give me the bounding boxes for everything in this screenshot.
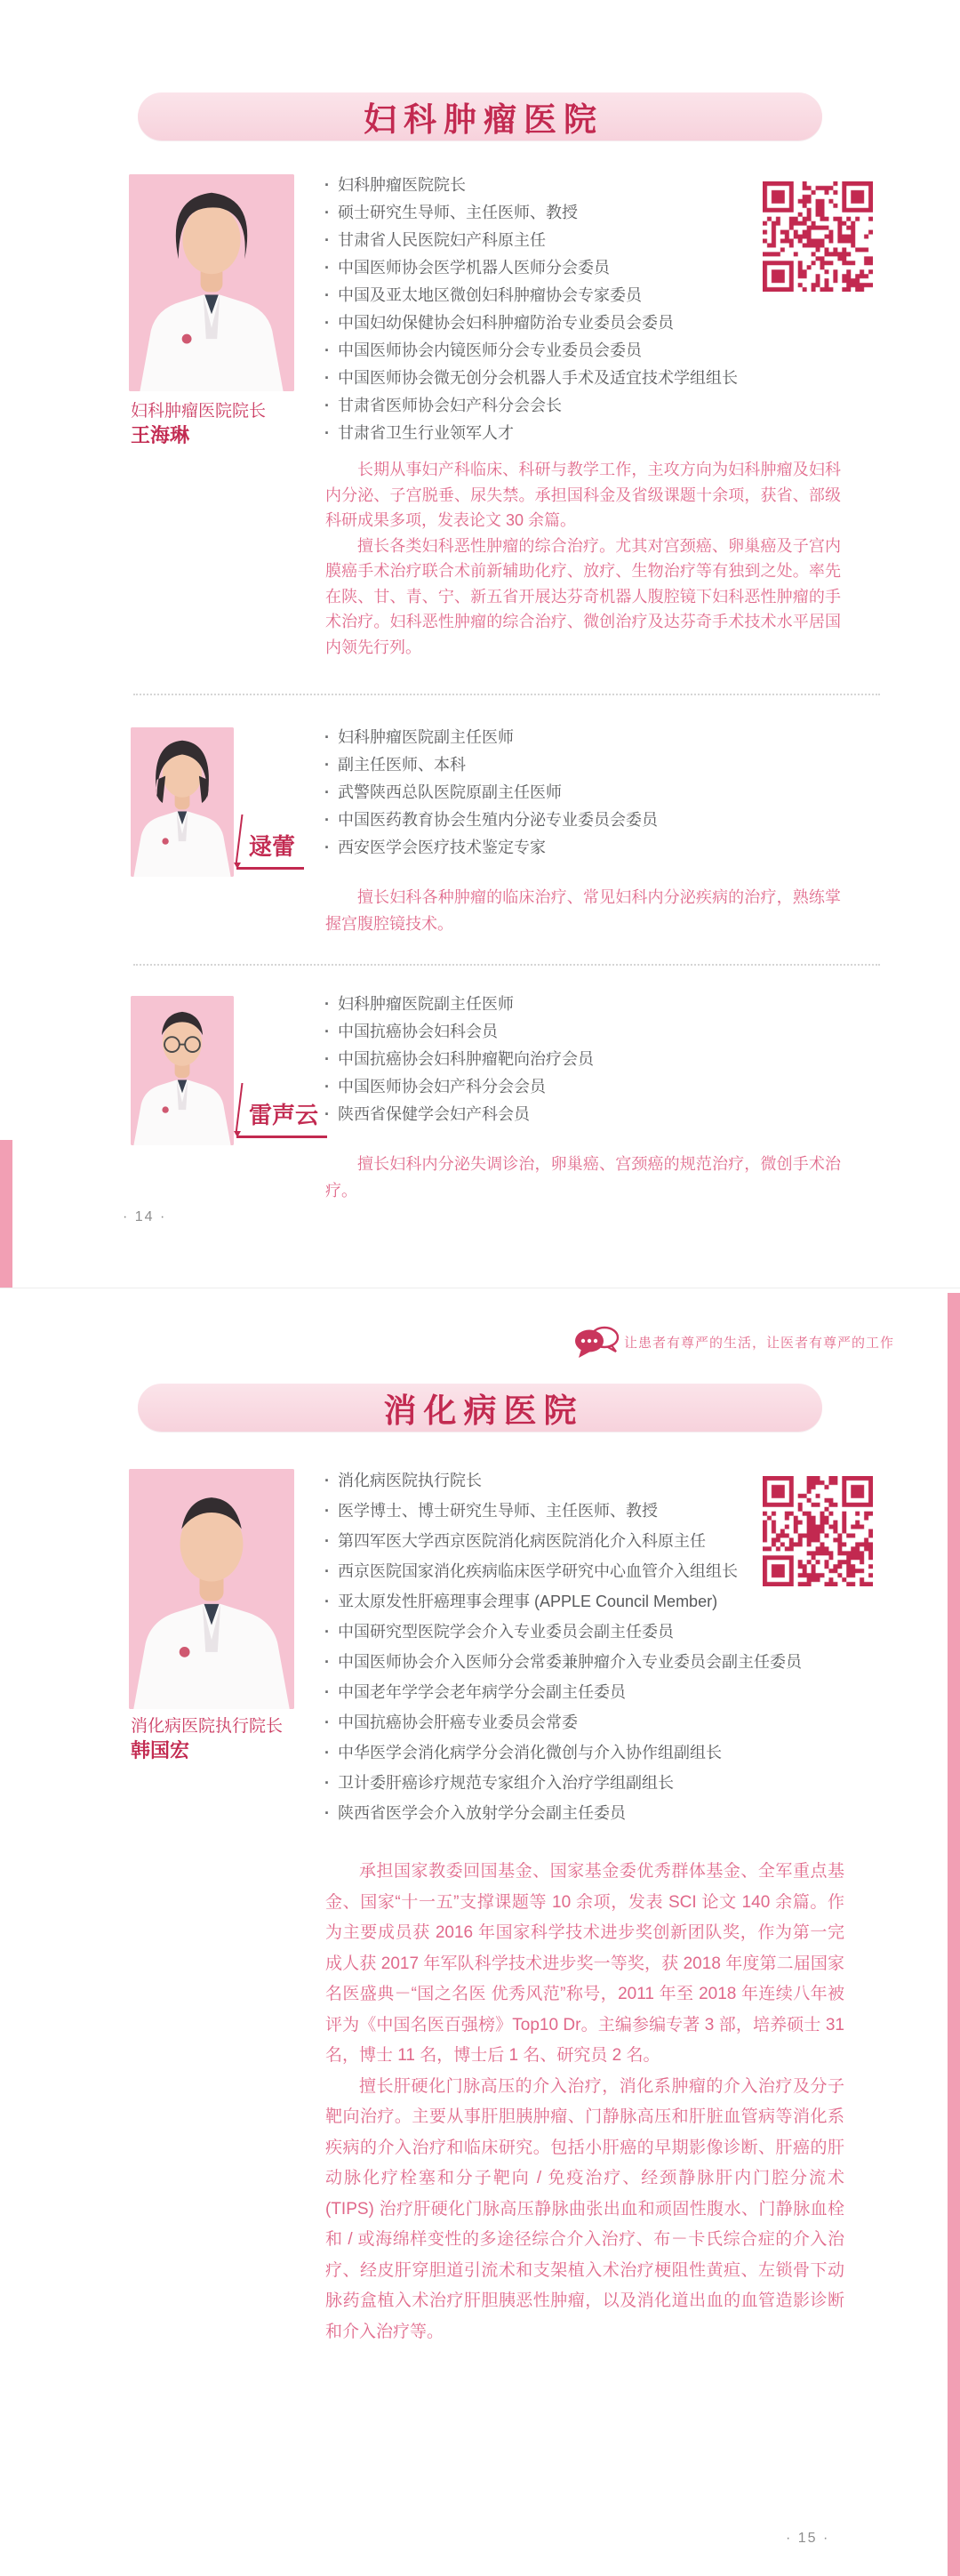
credential-item: · 中国老年学学会老年病学分会副主任委员 [323, 1677, 802, 1707]
page-edge-decoration [0, 1140, 12, 1288]
credentials-list [323, 991, 594, 1128]
credential-item: · 亚太原发性肝癌理事会理事 (APPLE Council Member) [323, 1586, 802, 1617]
credential-item: · 中国及亚太地区微创妇科肿瘤协会专家委员 [323, 282, 738, 309]
doctor-name: 韩国宏 [131, 1739, 190, 1761]
hospital-slogan: 让患者有尊严的生活，让医者有尊严的工作 [624, 1336, 895, 1351]
doctor-name: 逯蕾 [249, 833, 296, 860]
section-banner-digestive-disease [138, 1384, 822, 1432]
credential-item: · 中国医师协会妇产科分会会员 [323, 1073, 594, 1101]
credential-item: · 中国医师协会介入医师分会常委兼肿瘤介入专业委员会副主任委员 [323, 1647, 802, 1677]
section-banner-gynecologic-oncology [138, 92, 822, 140]
doctor-name-block [131, 1714, 344, 1763]
doctor-title: 妇科肿瘤医院院长 [131, 402, 267, 421]
doctor-title: 消化病医院执行院长 [131, 1717, 284, 1736]
credential-item: · 中国医师协会医学机器人医师分会委员 [323, 254, 738, 282]
doctor-name-tag [236, 1095, 327, 1138]
doctor-photo [129, 174, 294, 391]
credential-item: · 中国抗癌协会肝癌专业委员会常委 [323, 1707, 802, 1737]
credentials-list [323, 724, 658, 862]
page-number: · 15 · [786, 2531, 830, 2546]
section-title: 消化病医院 [383, 1393, 584, 1430]
credential-item: · 西京医院国家消化疾病临床医学研究中心血管介入组组长 [323, 1556, 802, 1586]
credential-item: · 副主任医师、本科 [323, 751, 658, 779]
doctor-bio [325, 1857, 844, 2347]
dotted-separator [133, 964, 880, 966]
credential-item: · 陕西省医学会介入放射学分会副主任委员 [323, 1798, 802, 1828]
credential-item: · 妇科肿瘤医院院长 [323, 172, 738, 199]
qr-code [763, 181, 873, 292]
bio-paragraph: 长期从事妇产科临床、科研与教学工作，主攻方向为妇科肿瘤及妇科内分泌、子宫脱垂、尿失禁。承担国科金及省级课题十余项，获省、部级科研成果多项，发表论文 30 余篇。 [325, 461, 841, 529]
doctor-name: 雷声云 [249, 1102, 319, 1128]
doctor-name-tag [236, 827, 304, 870]
credential-item: · 中国医师协会微无创分会机器人手术及适宜技术学组组长 [323, 365, 738, 392]
bio-paragraph: 承担国家教委回国基金、国家基金委优秀群体基金、全军重点基金、国家“十一五”支撑课题等 10 余项，发表 SCI 论文 140 余篇。作为主要成员获 2016 年国家科学技术进步奖创新团队奖，作为第一完成人获 2017 年军队科学技术进步奖一等奖，获 2018 年度第二届国家名医盛典－“国之名医 优秀风范”称号，2011 年至 2018 年连续八年被评为《中国名医百强榜》Top10 Dr。主编参编专著 3 部，培养硕士 31 名，博士 11 名，博士后 1 名、研究员 2 名。 [325, 1862, 844, 2065]
credential-item: · 妇科肿瘤医院副主任医师 [323, 991, 594, 1018]
speech-bubbles-icon [572, 1324, 620, 1360]
credential-item: · 中国抗癌协会妇科肿瘤靶向治疗会员 [323, 1046, 594, 1073]
credential-item: · 中国抗癌协会妇科会员 [323, 1018, 594, 1046]
credential-item: · 消化病医院执行院长 [323, 1465, 802, 1496]
doctor-photo [131, 996, 234, 1145]
credential-item: · 甘肃省卫生行业领军人才 [323, 420, 738, 447]
credential-item: · 武警陕西总队医院原副主任医师 [323, 779, 658, 807]
doctor-bio [325, 457, 841, 660]
credential-item: · 中国妇幼保健协会妇科肿瘤防治专业委员会委员 [323, 309, 738, 337]
credential-item: · 第四军医大学西京医院消化病医院消化介入科原主任 [323, 1526, 802, 1556]
bio-paragraph: 擅长各类妇科恶性肿瘤的综合治疗。尤其对宫颈癌、卵巢癌及子宫内膜癌手术治疗联合术前新辅助化疗、放疗、生物治疗等有独到之处。率先在陕、甘、青、宁、新五省开展达芬奇机器人腹腔镜下妇科恶性肿瘤的手术治疗。妇科恶性肿瘤的综合治疗、微创治疗及达芬奇手术技术水平居国内领先行列。 [325, 536, 841, 656]
credential-item: · 妇科肿瘤医院副主任医师 [323, 724, 658, 751]
doctor-name-block [131, 399, 344, 448]
credential-item: · 中国医药教育协会生殖内分泌专业委员会委员 [323, 807, 658, 834]
credential-item: · 中国医师协会内镜医师分会专业委员会委员 [323, 337, 738, 365]
credential-item: · 硕士研究生导师、主任医师、教授 [323, 199, 738, 227]
credential-item: · 西安医学会医疗技术鉴定专家 [323, 834, 658, 862]
page-number: · 14 · [123, 1209, 167, 1224]
doctor-name: 王海琳 [131, 424, 190, 446]
doctor-bio [325, 884, 841, 937]
credentials-list [323, 1465, 802, 1828]
page-edge-decoration [948, 1293, 960, 2576]
credential-item: · 中华医学会消化病学分会消化微创与介入协作组副组长 [323, 1737, 802, 1768]
bio-paragraph: 擅长妇科内分泌失调诊治，卵巢癌、宫颈癌的规范治疗，微创手术治疗。 [325, 1155, 841, 1200]
credential-item: · 中国研究型医院学会介入专业委员会副主任委员 [323, 1617, 802, 1647]
doctor-bio [325, 1151, 841, 1204]
bio-paragraph: 擅长妇科各种肿瘤的临床治疗、常见妇科内分泌疾病的治疗，熟练掌握宫腹腔镜技术。 [325, 888, 841, 933]
credential-item: · 甘肃省医师协会妇产科分会会长 [323, 392, 738, 420]
bio-paragraph: 擅长肝硬化门脉高压的介入治疗，消化系肿瘤的介入治疗及分子靶向治疗。主要从事肝胆胰肿瘤、门静脉高压和肝脏血管病等消化系疾病的介入治疗和临床研究。包括小肝癌的早期影像诊断、肝癌的肝动脉化疗栓塞和分子靶向 / 免疫治疗、经颈静脉肝内门腔分流术 (TIPS) 治疗肝硬化门脉高压静脉曲张出血和顽固性腹水、门静脉血栓和 / 或海绵样变性的多途径综合介入治疗、布－卡氏综合症的介入治疗、经皮肝穿胆道引流术和支架植入术治疗梗阻性黄疸、左锁骨下动脉药盒植入术治疗肝胆胰恶性肿瘤，以及消化道出血的血管造影诊断和介入治疗等。 [325, 2076, 844, 2341]
credentials-list [323, 172, 738, 447]
credential-item: · 医学博士、博士研究生导师、主任医师、教授 [323, 1496, 802, 1526]
doctor-photo [131, 727, 234, 877]
credential-item: · 陕西省保健学会妇产科会员 [323, 1101, 594, 1128]
dotted-separator [133, 694, 880, 695]
doctor-photo [129, 1469, 294, 1709]
credential-item: · 卫计委肝癌诊疗规范专家组介入治疗学组副组长 [323, 1768, 802, 1798]
section-title: 妇科肿瘤医院 [364, 102, 604, 139]
credential-item: · 甘肃省人民医院妇产科原主任 [323, 227, 738, 254]
